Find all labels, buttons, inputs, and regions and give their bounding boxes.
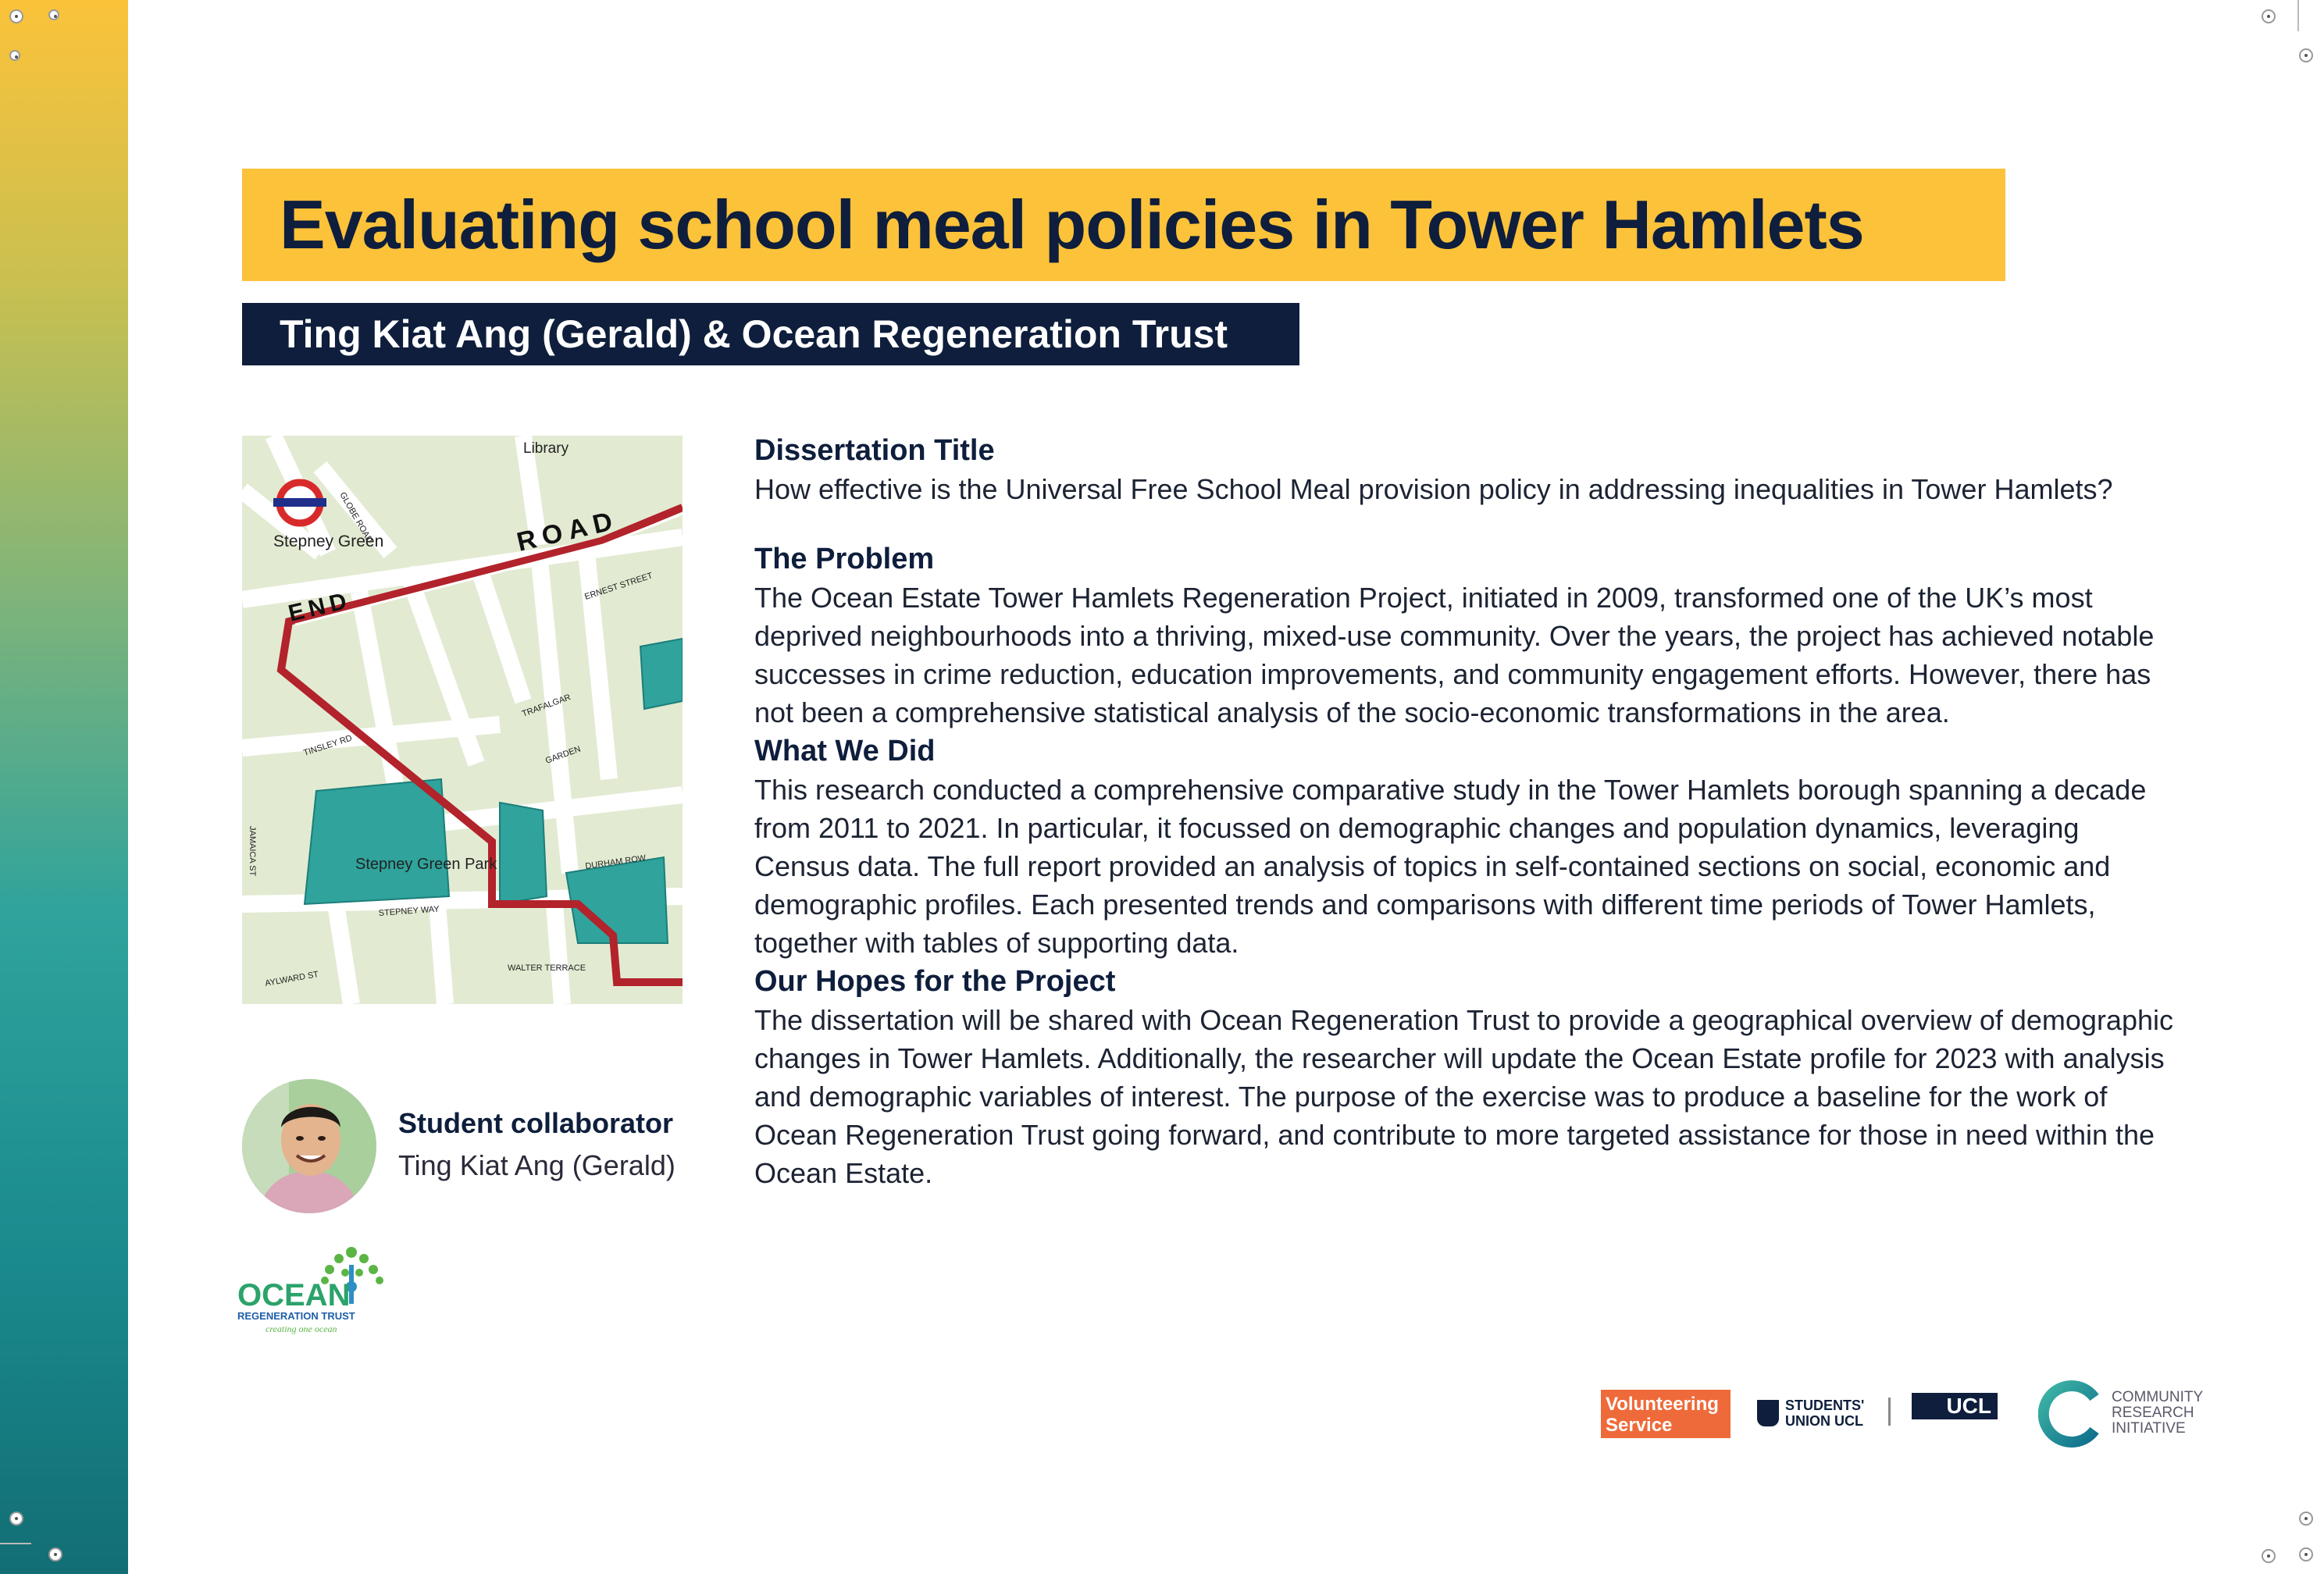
- crop-mark: [0, 1543, 31, 1544]
- map-label-garden: GARDEN: [544, 744, 583, 766]
- ucl-logo: UCL: [1912, 1393, 1998, 1419]
- map-label-park: Stepney Green Park: [355, 856, 497, 873]
- students-union-ucl-logo: [1757, 1390, 1864, 1437]
- map-label-aylward: AYLWARD ST: [264, 970, 319, 988]
- page-title: Evaluating school meal policies in Tower Hamlets: [280, 186, 1864, 263]
- registration-mark-icon: [2299, 48, 2313, 62]
- map-label-station: Stepney Green: [273, 532, 384, 550]
- su-line2: UNION UCL: [1785, 1413, 1863, 1429]
- registration-mark-icon: [48, 9, 59, 20]
- registration-mark-icon: [9, 50, 20, 61]
- cri-text: [2112, 1390, 2203, 1437]
- subtitle-banner: [242, 303, 1299, 365]
- section-our-hopes: [754, 962, 2176, 1192]
- cri-line2: RESEARCH: [2112, 1405, 2194, 1421]
- content-sections: [754, 431, 2176, 1192]
- section-heading: The Problem: [754, 543, 935, 575]
- section-heading: What We Did: [754, 735, 936, 767]
- section-what-we-did: [754, 732, 2176, 962]
- section-body: The dissertation will be shared with Ocean Regeneration Trust to provide a geographical overview of demographic changes in Tower Hamlets. Additionally, the researcher will update the Ocean Estate profile for 2023 with analysis and demographic variables of interest. The purpose of the exercise was to produce a baseline for the work of Ocean Regeneration Trust going forward, and contribute to more targeted assistance for those in need within the Ocean Estate.: [754, 1004, 2173, 1189]
- map-label-stepney-way: STEPNEY WAY: [378, 904, 440, 918]
- cri-line1: COMMUNITY: [2112, 1389, 2204, 1405]
- registration-mark-icon: [2262, 1549, 2276, 1563]
- title-banner: [242, 169, 2005, 281]
- collaborator-label: Student collaborator: [398, 1107, 674, 1139]
- map-label-walter: WALTER TERRACE: [508, 963, 586, 973]
- section-body: This research conducted a comprehensive comparative study in the Tower Hamlets borough spanning a decade from 2011 to 2021. In particular, it focussed on demographic changes and population dynamics, leveraging Census data. The full report provided an analysis of topics in self-contained sections on social, economic and demographic profiles. Each presented trends and comparisons with different time periods of Tower Hamlets, together with tables of supporting data.: [754, 774, 2147, 959]
- crop-mark: [2297, 0, 2299, 31]
- section-dissertation-title: [754, 431, 2176, 508]
- registration-mark-icon: [2262, 9, 2276, 23]
- map-label-road: ROAD: [514, 505, 622, 557]
- su-line1: STUDENTS': [1785, 1398, 1865, 1413]
- registration-mark-icon: [2299, 1512, 2313, 1526]
- page-subtitle: Ting Kiat Ang (Gerald) & Ocean Regeneration Trust: [280, 312, 1228, 356]
- map-label-jamaica: JAMAICA ST: [248, 826, 257, 877]
- su-u-icon: [1757, 1400, 1779, 1426]
- map-label-tinsley: TINSLEY RD: [302, 733, 354, 758]
- section-body: The Ocean Estate Tower Hamlets Regeneration Project, initiated in 2009, transformed one of the UK’s most deprived neighbourhoods into a thriving, mixed-use community. Over the years, the project has achieved notable successes in crime reduction, education improvements, and community engagement efforts. However, there has not been a comprehensive statistical analysis of the socio-economic transformations in the area.: [754, 582, 2155, 728]
- map-label-durham: DURHAM ROW: [584, 853, 647, 871]
- ocean-logo-word: OCEAN: [237, 1278, 351, 1312]
- community-research-initiative-icon: [2038, 1380, 2105, 1448]
- area-map: [242, 436, 683, 1004]
- volunteering-service-logo: Volunteering Service: [1601, 1390, 1731, 1438]
- section-heading: Dissertation Title: [754, 434, 995, 467]
- registration-mark-icon: [9, 1512, 23, 1526]
- section-the-problem: [754, 540, 2176, 732]
- section-body: How effective is the Universal Free School Meal provision policy in addressing inequalities in Tower Hamlets?: [754, 473, 2113, 505]
- side-gradient-band: [0, 0, 128, 1574]
- ocean-logo-line2: REGENERATION TRUST: [237, 1310, 355, 1322]
- ocean-logo-tagline: creating one ocean: [266, 1323, 337, 1334]
- logo-divider: [1888, 1398, 1891, 1426]
- registration-mark-icon: [2299, 1547, 2313, 1562]
- map-label-globe: GLOBE ROAD: [337, 490, 375, 545]
- avatar: [242, 1079, 376, 1213]
- map-label-ernest: ERNEST STREET: [583, 571, 654, 602]
- cri-line3: INITIATIVE: [2112, 1420, 2186, 1437]
- collaborator-name: Ting Kiat Ang (Gerald): [398, 1149, 675, 1181]
- section-heading: Our Hopes for the Project: [754, 965, 1116, 998]
- ocean-regeneration-trust-logo: [234, 1241, 398, 1335]
- map-label-library: Library: [523, 440, 569, 457]
- registration-mark-icon: [48, 1547, 62, 1562]
- map-label-end: END: [286, 587, 354, 627]
- map-label-trafalgar: TRAFALGAR: [520, 693, 572, 719]
- footer-logos: [1601, 1380, 2226, 1451]
- registration-mark-icon: [9, 9, 23, 23]
